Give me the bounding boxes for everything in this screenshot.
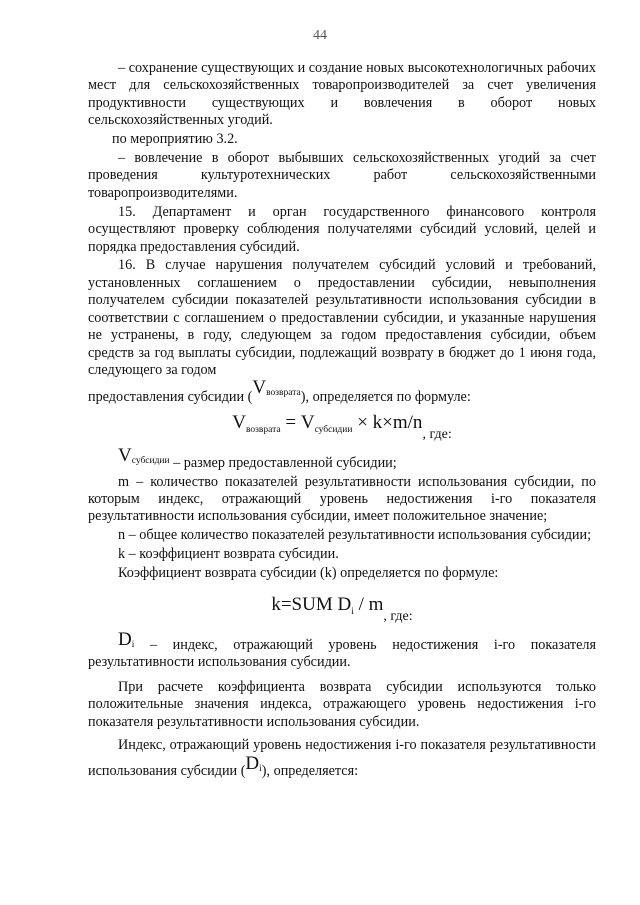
formula2-gde: , где: bbox=[383, 608, 413, 624]
formula-intro-end: ), определяется по формуле: bbox=[300, 389, 471, 406]
paragraph-item-16: 16. В случае нарушения получателем субсидий условий и требований, установленных соглашением о предоставлении субсидии, невыполнения получателем субсидии показателей результативности использования субсидии в соответствии с соглашением о предоставлении субсидии, и указанные нарушения не устранены, в году, следующем за годом предоставления субсидии, объем средств за год выплаты субсидии, подлежащий возврату в бюджет до 1 июня года, следующего за годом bbox=[88, 257, 596, 378]
formula1-rhs-sub: субсидии bbox=[314, 424, 353, 435]
formula1-gde: , где: bbox=[422, 426, 452, 442]
def-v-sub: субсидии bbox=[131, 455, 170, 466]
formula1-rest: × k×m/n bbox=[352, 411, 423, 433]
index-d-letter: D bbox=[245, 752, 260, 774]
definition-v-subsidy bbox=[88, 444, 596, 472]
paragraph-calculation: При расчете коэффициента возврата субсидии используются только положительные значения индекса, отражающего уровень недостижения i-го показателя результативности использования субсидии. bbox=[88, 678, 596, 730]
formula-return-amount bbox=[88, 411, 596, 447]
paragraph-item-15: 15. Департамент и орган государственного финансового контроля осуществляют проверку соблюдения получателями субсидий условий, целей и порядка предоставления субсидий. bbox=[88, 203, 596, 255]
paragraph-land: – вовлечение в оборот выбывших сельскохозяйственных угодий за счет проведения культуротехнических работ сельскохозяйственными товаропроизводителями. bbox=[88, 150, 596, 201]
paragraph-index bbox=[88, 733, 596, 783]
var-v-letter: V bbox=[252, 377, 267, 399]
formula1-lhs: V bbox=[232, 411, 246, 433]
definition-d bbox=[88, 628, 596, 672]
paragraph-k-intro: Коэффициент возврата субсидии (k) определяется по формуле: bbox=[118, 565, 499, 582]
index-d-sub: i bbox=[259, 763, 262, 774]
definition-n: n – общее количество показателей результативности использования субсидии; bbox=[118, 527, 592, 544]
paragraph-measure-label: по мероприятию 3.2. bbox=[112, 131, 238, 148]
formula1-rhs: V bbox=[300, 411, 315, 433]
def-d-letter: D bbox=[118, 628, 132, 650]
def-d-text: – индекс, отражающий уровень недостижения i-го показателя результативности использования субсидии. bbox=[88, 636, 596, 670]
formula2-sub: i bbox=[351, 606, 354, 617]
formula-intro-text: предоставления субсидии ( bbox=[88, 389, 253, 406]
def-d-sub: i bbox=[131, 639, 135, 650]
var-v-sub: возврата bbox=[266, 388, 301, 399]
formula1-lhs-sub: возврата bbox=[246, 424, 281, 435]
index-end: ), определяется: bbox=[261, 762, 359, 779]
paragraph-formula-intro bbox=[88, 377, 596, 406]
formula2-rest: / m bbox=[353, 593, 384, 615]
page-number: 44 bbox=[313, 28, 327, 43]
formula-coefficient bbox=[88, 593, 596, 629]
def-v-text: – размер предоставленной субсидии; bbox=[169, 454, 397, 471]
formula1-eq: = bbox=[280, 411, 301, 433]
paragraph-jobs: – сохранение существующих и создание новых высокотехнологичных рабочих мест для сельскохозяйственных товаропроизводителей за счет увеличения продуктивности существующих и вовлечения в оборот новых сельскохозяйственных угодий. bbox=[88, 60, 596, 129]
var-v-return bbox=[252, 377, 301, 406]
definition-k: k – коэффициент возврата субсидии. bbox=[118, 546, 339, 563]
def-v-letter: V bbox=[118, 444, 132, 466]
document-body bbox=[88, 60, 596, 784]
definition-m: m – количество показателей результативности использования субсидии, по которым индекс, отражающий уровень недостижения i-го показателя результативности использования субсидии, имеет положительное значение; bbox=[88, 473, 596, 525]
formula2-main: k=SUM D bbox=[271, 593, 352, 615]
index-text: Индекс, отражающий уровень недостижения i-го показателя результативности использования субсидии ( bbox=[88, 736, 596, 779]
